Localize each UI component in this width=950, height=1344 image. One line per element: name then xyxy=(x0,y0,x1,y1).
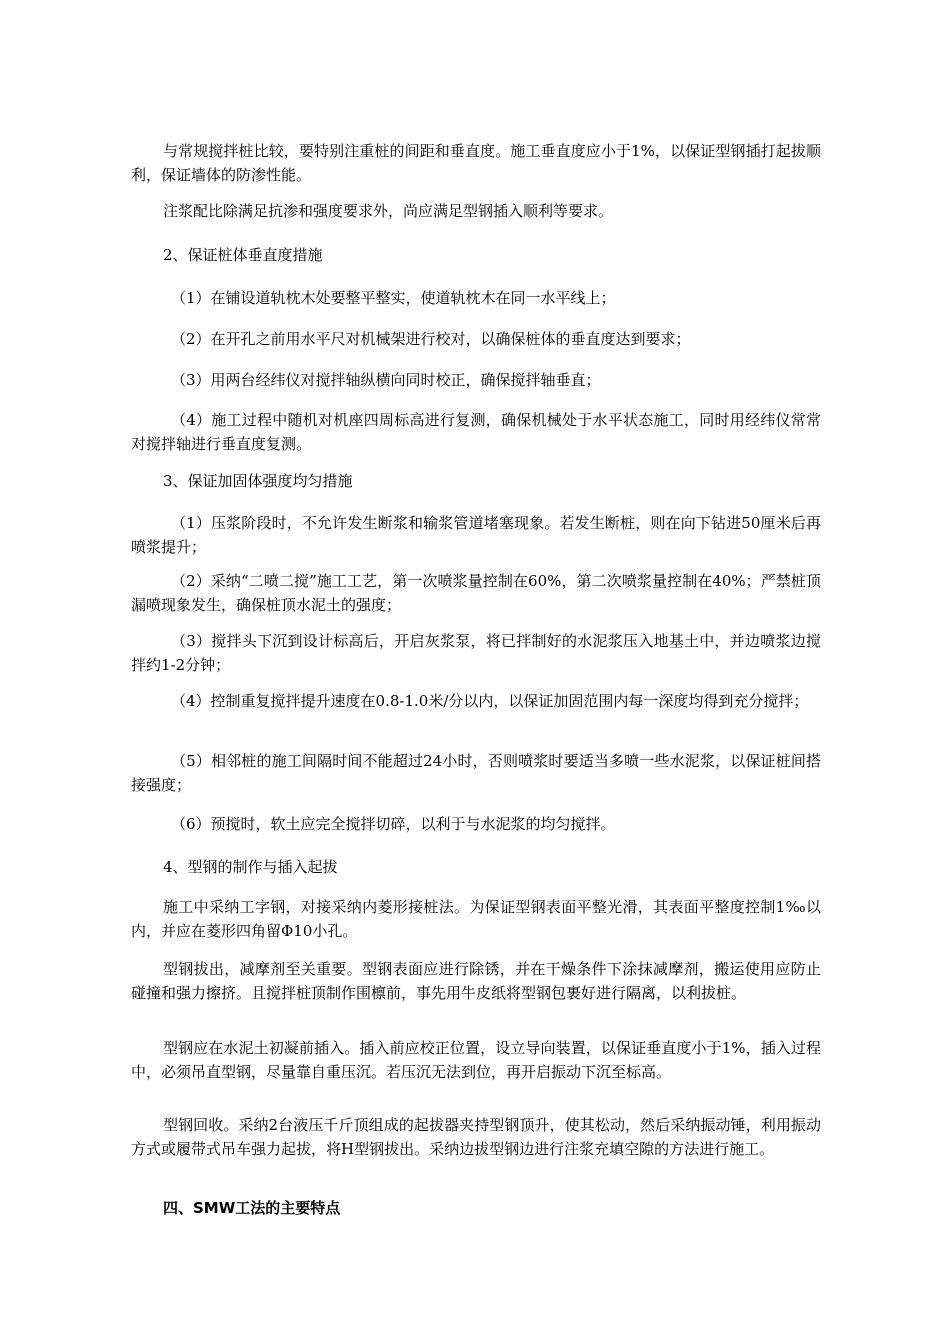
heading-pile-verticality: 2、保证桩体垂直度措施 xyxy=(163,246,323,264)
paragraph-grout-ratio: 注浆配比除满足抗渗和强度要求外，尚应满足型钢插入顺利等要求。 xyxy=(163,202,614,220)
list-item-strength-4: （4）控制重复搅拌提升速度在0.8-1.0米/分以内，以保证加固范围内每一深度均得到充分搅拌； xyxy=(171,692,809,710)
list-item-verticality-1: （1）在铺设道轨枕木处要整平整实，使道轨枕木在同一水平线上； xyxy=(171,289,616,307)
list-item-strength-1: （1）压浆阶段时，不允许发生断浆和输浆管道堵塞现象。若发生断桩，则在向下钻进50厘米后再喷浆提升； xyxy=(131,514,821,556)
list-item-strength-3: （3）搅拌头下沉到设计标高后，开启灰浆泵，将已拌制好的水泥浆压入地基土中，并边喷浆边搅拌约1-2分钟； xyxy=(131,632,821,674)
paragraph-steel-insertion: 型钢应在水泥土初凝前插入。插入前应校正位置，设立导向装置，以保证垂直度小于1%，插入过程中，必须吊直型钢，尽量靠自重压沉。若压沉无法到位，再开启振动下沉至标高。 xyxy=(131,1039,821,1081)
list-item-strength-5: （5）相邻桩的施工间隔时间不能超过24小时，否则喷浆时要适当多喷一些水泥浆，以保证桩间搭接强度； xyxy=(131,752,821,794)
list-item-strength-6: （6）预搅时，软土应完全搅拌切碎，以利于与水泥浆的均匀搅拌。 xyxy=(171,815,616,833)
paragraph-steel-extraction: 型钢拔出，减摩剂至关重要。型钢表面应进行除锈，并在干燥条件下涂抹减摩剂，搬运使用应防止碰撞和强力擦挤。且搅拌桩顶制作围檩前，事先用牛皮纸将型钢包裹好进行隔离，以利拔桩。 xyxy=(131,960,821,1002)
list-item-verticality-4: （4）施工过程中随机对机座四周标高进行复测，确保机械处于水平状态施工，同时用经纬仪常常对搅拌轴进行垂直度复测。 xyxy=(131,411,821,453)
list-item-verticality-2: （2）在开孔之前用水平尺对机械架进行校对，以确保桩体的垂直度达到要求； xyxy=(171,330,691,348)
list-item-strength-2: （2）采纳“二喷二搅”施工工艺，第一次喷浆量控制在60%，第二次喷浆量控制在40%；严禁桩顶漏喷现象发生，确保桩顶水泥土的强度； xyxy=(131,572,821,614)
paragraph-verticality-intro: 与常规搅拌桩比较，要特别注重桩的间距和垂直度。施工垂直度应小于1%，以保证型钢插打起拔顺利，保证墙体的防渗性能。 xyxy=(131,142,821,184)
paragraph-steel-recovery: 型钢回收。采纳2台液压千斤顶组成的起拔器夹持型钢顶升，使其松动，然后采纳振动锤，利用振动方式或履带式吊车强力起拔，将H型钢拔出。采纳边拔型钢边进行注浆充填空隙的方法进行施工。 xyxy=(131,1116,821,1158)
heading-strength-uniformity: 3、保证加固体强度均匀措施 xyxy=(163,472,353,490)
list-item-verticality-3: （3）用两台经纬仪对搅拌轴纵横向同时校正，确保搅拌轴垂直； xyxy=(171,371,601,389)
heading-steel-fabrication: 4、型钢的制作与插入起拔 xyxy=(163,858,338,876)
paragraph-i-beam-splicing: 施工中采纳工字钢，对接采纳内菱形接桩法。为保证型钢表面平整光滑，其表面平整度控制1‰以内，并应在菱形四角留Φ10小孔。 xyxy=(131,898,821,940)
section-heading-smw-features: 四、SMW工法的主要特点 xyxy=(163,1199,341,1217)
